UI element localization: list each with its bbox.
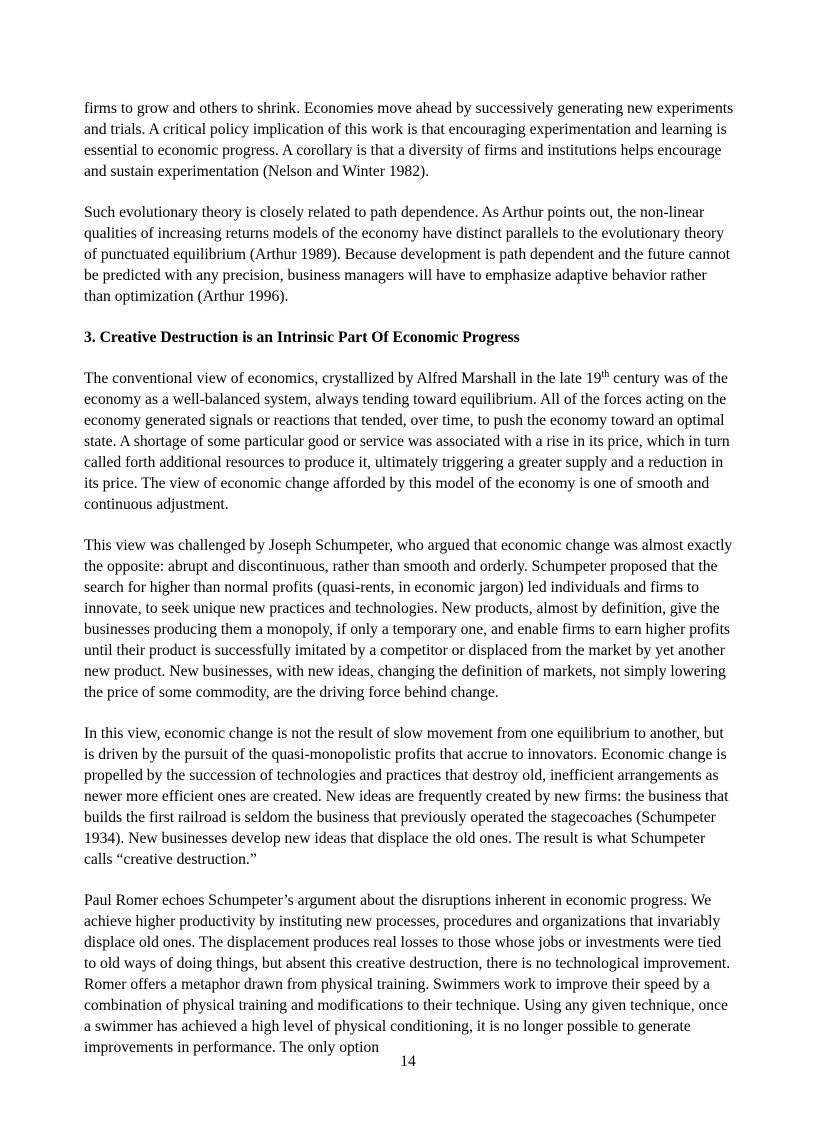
paragraph-romer: Paul Romer echoes Schumpeter’s argument about the disruptions inherent in economic progress. We achieve higher productivity by instituting new processes, procedures and organizations that invariably displace old ones. The displacement produces real losses to those whose jobs or investments were tied to old ways of doing things, but absent this creative destruction, there is no technological improvement. Romer offers a metaphor drawn from physical training. Swimmers work to improve their speed by a combination of physical training and modifications to their technique. Using any given technique, once a swimmer has achieved a high level of physical conditioning, it is no longer possible to generate improvements in performance. The only option [84, 892, 731, 1056]
page-number: 14 [400, 1053, 416, 1070]
paragraph-schumpeter-challenge: This view was challenged by Joseph Schumpeter, who argued that economic change was almost exactly the opposite: abrupt and discontinuous, rather than smooth and orderly. Schumpeter proposed that the search for higher than normal profits (quasi-rents, in economic jargon) led individuals and firms to innovate, to seek unique new practices and technologies. New products, almost by definition, give the businesses producing them a monopoly, if only a temporary one, and enable firms to earn higher profits until their product is successfully imitated by a competitor or displaced from the market by yet another new product. New businesses, with new ideas, changing the definition of markets, not simply lowering the price of some commodity, are the driving force behind change. [84, 537, 733, 701]
section-heading: 3. Creative Destruction is an Intrinsic Part Of Economic Progress [84, 329, 520, 346]
text-span: century was of the economy as a well-balanced system, always tending toward equilibrium. All of the forces acting on the economy generated signals or reactions that tended, over time, to push the economy toward an optimal state. A shortage of some particular good or service was associated with a rise in its price, which in turn called forth additional resources to produce it, ultimately triggering a greater supply and a reduction in its price. The view of economic change afforded by this model of the economy is one of smooth and continuous adjustment. [84, 370, 730, 513]
text-span: The conventional view of economics, crystallized by Alfred Marshall in the late 19 [84, 370, 602, 387]
paragraph-evolutionary-theory: Such evolutionary theory is closely related to path dependence. As Arthur points out, the non-linear qualities of increasing returns models of the economy have distinct parallels to the evolutionary theory of punctuated equilibrium (Arthur 1989). Because development is path dependent and the future cannot be predicted with any precision, business managers will have to emphasize adaptive behavior rather than optimization (Arthur 1996). [84, 204, 731, 305]
paragraph-economic-change: In this view, economic change is not the result of slow movement from one equilibrium to another, but is driven by the pursuit of the quasi-monopolistic profits that accrue to innovators. Economic change is propelled by the succession of technologies and practices that destroy old, inefficient arrangements as newer more efficient ones are created. New ideas are frequently created by new firms: the business that builds the first railroad is seldom the business that previously operated the stagecoaches (Schumpeter 1934). New businesses develop new ideas that displace the old ones. The result is what Schumpeter calls “creative destruction.” [84, 725, 729, 868]
superscript-ordinal: th [601, 369, 610, 380]
paragraph-conventional-view [84, 368, 734, 515]
paragraph-firms-grow: firms to grow and others to shrink. Economies move ahead by successively generating new experiments and trials. A critical policy implication of this work is that encouraging experimentation and learning is essential to economic progress. A corollary is that a diversity of firms and institutions helps encourage and sustain experimentation (Nelson and Winter 1982). [84, 100, 734, 180]
document-body [84, 98, 734, 1078]
